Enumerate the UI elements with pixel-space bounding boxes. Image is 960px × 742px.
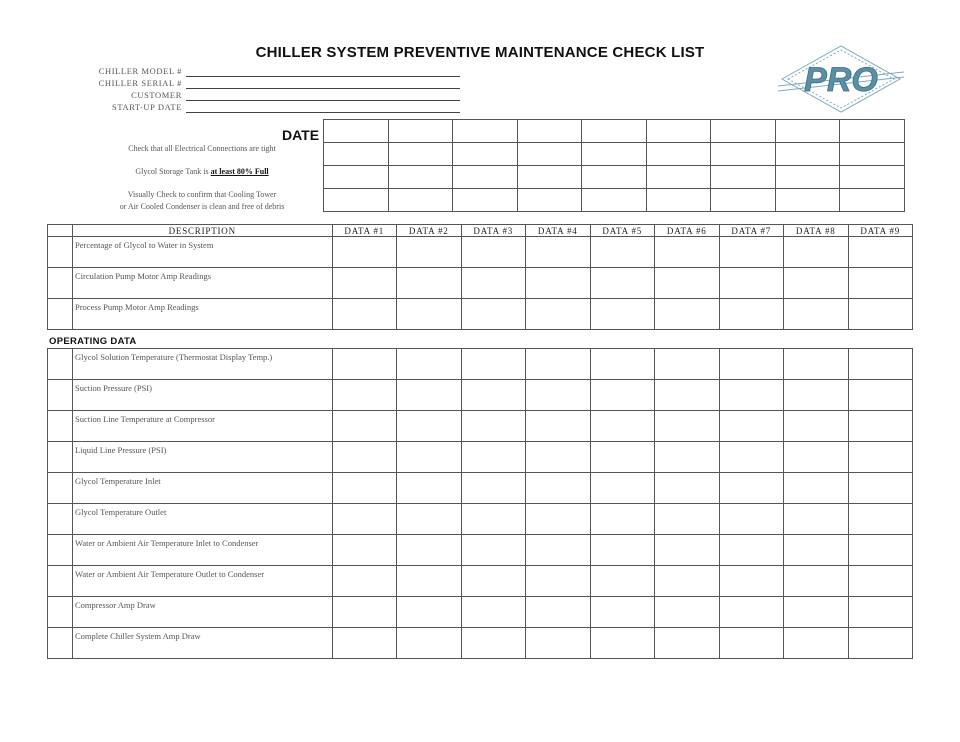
data-entry-cell[interactable] xyxy=(784,380,849,411)
table-row xyxy=(48,597,913,628)
check-cell[interactable] xyxy=(711,166,776,189)
data-entry-cell[interactable] xyxy=(332,566,397,597)
check-row xyxy=(324,143,905,166)
data-entry-cell[interactable] xyxy=(719,597,784,628)
data-entry-cell[interactable] xyxy=(397,411,462,442)
data-entry-cell[interactable] xyxy=(784,504,849,535)
header-field[interactable] xyxy=(60,78,460,90)
data-entry-cell[interactable] xyxy=(784,349,849,380)
data-entry-cell[interactable] xyxy=(719,442,784,473)
check-description-line: Visually Check to confirm that Cooling Tower xyxy=(127,190,277,199)
data-entry-cell[interactable] xyxy=(848,473,913,504)
table-row xyxy=(48,442,913,473)
gutter-cell xyxy=(48,566,73,597)
check-cell[interactable] xyxy=(775,166,840,189)
data-entry-cell[interactable] xyxy=(784,411,849,442)
gutter-cell xyxy=(48,411,73,442)
data-entry-cell[interactable] xyxy=(655,442,720,473)
date-cell[interactable] xyxy=(453,120,518,143)
check-cell[interactable] xyxy=(388,189,453,212)
table-row xyxy=(48,504,913,535)
data-entry-cell[interactable] xyxy=(655,349,720,380)
gutter-cell xyxy=(48,628,73,659)
date-label: DATE xyxy=(282,127,320,143)
data-entry-cell[interactable] xyxy=(461,349,526,380)
check-cell[interactable] xyxy=(840,189,905,212)
date-cell[interactable] xyxy=(517,120,582,143)
row-description: Compressor Amp Draw xyxy=(73,597,333,628)
data-entry-cell[interactable] xyxy=(655,380,720,411)
row-description: Glycol Temperature Inlet xyxy=(73,473,333,504)
header-field-label: START-UP DATE xyxy=(112,102,182,112)
operating-data-title: OPERATING DATA xyxy=(49,336,137,347)
data-column-header: DATA #1 xyxy=(332,225,397,237)
data-entry-cell[interactable] xyxy=(397,535,462,566)
data-entry-cell[interactable] xyxy=(590,380,655,411)
table-row xyxy=(48,535,913,566)
data-entry-cell[interactable] xyxy=(332,349,397,380)
data-entry-cell[interactable] xyxy=(655,299,720,330)
data-entry-cell[interactable] xyxy=(655,411,720,442)
data-entry-cell[interactable] xyxy=(784,473,849,504)
check-cell[interactable] xyxy=(646,166,711,189)
row-description: Circulation Pump Motor Amp Readings xyxy=(73,268,333,299)
data-entry-cell[interactable] xyxy=(719,473,784,504)
gutter-cell xyxy=(48,597,73,628)
data-entry-cell[interactable] xyxy=(526,349,591,380)
data-entry-cell[interactable] xyxy=(461,380,526,411)
data-column-header: DATA #8 xyxy=(784,225,849,237)
gutter-cell xyxy=(48,473,73,504)
gutter-cell xyxy=(48,349,73,380)
check-description-line: or Air Cooled Condenser is clean and free of debris xyxy=(119,202,285,211)
check-description xyxy=(84,166,320,178)
table-row xyxy=(48,566,913,597)
data-entry-cell[interactable] xyxy=(719,535,784,566)
data-entry-cell[interactable] xyxy=(526,299,591,330)
data-entry-cell[interactable] xyxy=(461,299,526,330)
data-entry-cell[interactable] xyxy=(784,299,849,330)
data-entry-cell[interactable] xyxy=(332,380,397,411)
data-entry-cell[interactable] xyxy=(784,566,849,597)
gutter-cell xyxy=(48,504,73,535)
svg-text:PRO: PRO xyxy=(804,61,878,99)
row-description: Process Pump Motor Amp Readings xyxy=(73,299,333,330)
check-cell[interactable] xyxy=(711,143,776,166)
data-entry-cell[interactable] xyxy=(848,237,913,268)
data-entry-cell[interactable] xyxy=(590,442,655,473)
data-entry-cell[interactable] xyxy=(590,349,655,380)
data-entry-cell[interactable] xyxy=(526,535,591,566)
data-column-header: DATA #3 xyxy=(461,225,526,237)
data-entry-cell[interactable] xyxy=(526,473,591,504)
data-entry-cell[interactable] xyxy=(719,566,784,597)
check-cell[interactable] xyxy=(646,143,711,166)
date-cell[interactable] xyxy=(775,120,840,143)
check-description-line: Glycol Storage Tank is at least 80% Full xyxy=(135,167,269,176)
data-entry-cell[interactable] xyxy=(397,299,462,330)
header-field-label: CUSTOMER xyxy=(131,90,182,100)
data-entry-cell[interactable] xyxy=(590,237,655,268)
header-field[interactable] xyxy=(60,90,460,102)
table-row xyxy=(48,299,913,330)
data-entry-cell[interactable] xyxy=(590,597,655,628)
table-row xyxy=(48,411,913,442)
pro-logo xyxy=(774,42,908,116)
data-entry-cell[interactable] xyxy=(332,237,397,268)
data-entry-cell[interactable] xyxy=(848,380,913,411)
header-field[interactable] xyxy=(60,66,460,78)
data-entry-cell[interactable] xyxy=(848,535,913,566)
data-entry-cell[interactable] xyxy=(526,504,591,535)
data-entry-cell[interactable] xyxy=(719,504,784,535)
data-entry-cell[interactable] xyxy=(461,566,526,597)
check-cell[interactable] xyxy=(582,166,647,189)
data-entry-cell[interactable] xyxy=(526,442,591,473)
data-entry-cell[interactable] xyxy=(848,504,913,535)
data-entry-cell[interactable] xyxy=(397,237,462,268)
row-description: Percentage of Glycol to Water in System xyxy=(73,237,333,268)
data-entry-cell[interactable] xyxy=(332,535,397,566)
operating-data-table xyxy=(47,348,913,659)
table-row xyxy=(48,380,913,411)
data-entry-cell[interactable] xyxy=(461,268,526,299)
row-description: Suction Pressure (PSI) xyxy=(73,380,333,411)
date-cell[interactable] xyxy=(324,120,389,143)
data-entry-cell[interactable] xyxy=(526,380,591,411)
gutter-cell xyxy=(48,268,73,299)
table-row xyxy=(48,237,913,268)
data-entry-cell[interactable] xyxy=(461,237,526,268)
data-column-header: DATA #4 xyxy=(526,225,591,237)
check-cell[interactable] xyxy=(646,189,711,212)
check-cell[interactable] xyxy=(711,189,776,212)
data-entry-cell[interactable] xyxy=(526,566,591,597)
data-entry-cell[interactable] xyxy=(590,566,655,597)
data-entry-cell[interactable] xyxy=(332,504,397,535)
description-header: DESCRIPTION xyxy=(73,225,333,237)
header-field-line[interactable] xyxy=(186,76,460,77)
check-cell[interactable] xyxy=(453,189,518,212)
data-entry-cell[interactable] xyxy=(332,473,397,504)
date-cell[interactable] xyxy=(582,120,647,143)
data-entry-cell[interactable] xyxy=(719,237,784,268)
data-entry-cell[interactable] xyxy=(461,442,526,473)
check-description xyxy=(84,189,320,213)
data-entry-cell[interactable] xyxy=(332,597,397,628)
check-cell[interactable] xyxy=(453,166,518,189)
data-entry-cell[interactable] xyxy=(461,411,526,442)
header-field-label: CHILLER MODEL # xyxy=(98,66,182,76)
check-cell[interactable] xyxy=(388,166,453,189)
data-entry-cell[interactable] xyxy=(461,504,526,535)
data-entry-cell[interactable] xyxy=(461,628,526,659)
data-entry-cell[interactable] xyxy=(784,535,849,566)
data-entry-cell[interactable] xyxy=(397,597,462,628)
data-entry-cell[interactable] xyxy=(526,628,591,659)
data-entry-cell[interactable] xyxy=(461,597,526,628)
data-entry-cell[interactable] xyxy=(332,411,397,442)
date-row xyxy=(324,120,905,143)
table-row xyxy=(48,349,913,380)
check-row xyxy=(324,166,905,189)
row-description: Complete Chiller System Amp Draw xyxy=(73,628,333,659)
check-cell[interactable] xyxy=(388,143,453,166)
check-cell[interactable] xyxy=(324,189,389,212)
data-column-header: DATA #5 xyxy=(590,225,655,237)
row-description: Suction Line Temperature at Compressor xyxy=(73,411,333,442)
data-entry-cell[interactable] xyxy=(719,380,784,411)
data-entry-cell[interactable] xyxy=(655,535,720,566)
data-entry-cell[interactable] xyxy=(397,268,462,299)
date-cell[interactable] xyxy=(646,120,711,143)
data-entry-cell[interactable] xyxy=(655,237,720,268)
data-entry-cell[interactable] xyxy=(655,504,720,535)
check-cell[interactable] xyxy=(517,166,582,189)
gutter-cell xyxy=(48,535,73,566)
data-entry-cell[interactable] xyxy=(848,411,913,442)
check-cell[interactable] xyxy=(453,143,518,166)
data-entry-cell[interactable] xyxy=(784,628,849,659)
header-field-line[interactable] xyxy=(186,88,460,89)
check-cell[interactable] xyxy=(582,143,647,166)
emphasis-text: at least 80% Full xyxy=(210,167,269,176)
data-entry-cell[interactable] xyxy=(848,597,913,628)
data-entry-cell[interactable] xyxy=(655,628,720,659)
row-description: Water or Ambient Air Temperature Inlet to Condenser xyxy=(73,535,333,566)
data-entry-cell[interactable] xyxy=(461,535,526,566)
check-cell[interactable] xyxy=(517,189,582,212)
data-entry-cell[interactable] xyxy=(655,566,720,597)
data-entry-cell[interactable] xyxy=(397,628,462,659)
data-entry-cell[interactable] xyxy=(719,411,784,442)
data-entry-cell[interactable] xyxy=(848,268,913,299)
check-cell[interactable] xyxy=(324,166,389,189)
data-column-header: DATA #2 xyxy=(397,225,462,237)
header-field-line[interactable] xyxy=(186,100,460,101)
data-entry-cell[interactable] xyxy=(397,473,462,504)
data-entry-cell[interactable] xyxy=(848,442,913,473)
row-description: Glycol Temperature Outlet xyxy=(73,504,333,535)
data-entry-cell[interactable] xyxy=(590,411,655,442)
data-entry-cell[interactable] xyxy=(590,268,655,299)
data-entry-cell[interactable] xyxy=(655,473,720,504)
data-entry-cell[interactable] xyxy=(784,268,849,299)
data-entry-cell[interactable] xyxy=(590,504,655,535)
check-cell[interactable] xyxy=(582,189,647,212)
page-title: CHILLER SYSTEM PREVENTIVE MAINTENANCE CHECK LIST xyxy=(255,44,705,61)
date-cell[interactable] xyxy=(711,120,776,143)
row-description: Liquid Line Pressure (PSI) xyxy=(73,442,333,473)
gutter-cell xyxy=(48,225,73,237)
data-entry-cell[interactable] xyxy=(784,442,849,473)
gutter-cell xyxy=(48,299,73,330)
check-description-line: Check that all Electrical Connections are tight xyxy=(128,144,276,153)
table-row xyxy=(48,268,913,299)
description-table xyxy=(47,224,913,330)
data-entry-cell[interactable] xyxy=(526,597,591,628)
table-row xyxy=(48,473,913,504)
data-entry-cell[interactable] xyxy=(848,299,913,330)
data-entry-cell[interactable] xyxy=(397,380,462,411)
data-entry-cell[interactable] xyxy=(332,299,397,330)
date-cell[interactable] xyxy=(388,120,453,143)
check-cell[interactable] xyxy=(840,166,905,189)
data-entry-cell[interactable] xyxy=(397,442,462,473)
data-entry-cell[interactable] xyxy=(590,535,655,566)
data-entry-cell[interactable] xyxy=(526,411,591,442)
data-column-header: DATA #7 xyxy=(719,225,784,237)
check-cell[interactable] xyxy=(324,143,389,166)
data-column-header: DATA #9 xyxy=(848,225,913,237)
table-row xyxy=(48,628,913,659)
check-grid xyxy=(323,119,905,212)
data-entry-cell[interactable] xyxy=(719,628,784,659)
check-description xyxy=(84,143,320,155)
data-entry-cell[interactable] xyxy=(784,597,849,628)
data-entry-cell[interactable] xyxy=(590,628,655,659)
gutter-cell xyxy=(48,442,73,473)
check-cell[interactable] xyxy=(517,143,582,166)
data-entry-cell[interactable] xyxy=(719,349,784,380)
data-entry-cell[interactable] xyxy=(655,597,720,628)
check-cell[interactable] xyxy=(775,189,840,212)
data-entry-cell[interactable] xyxy=(784,237,849,268)
data-entry-cell[interactable] xyxy=(332,268,397,299)
data-entry-cell[interactable] xyxy=(461,473,526,504)
data-entry-cell[interactable] xyxy=(397,349,462,380)
data-entry-cell[interactable] xyxy=(848,349,913,380)
data-entry-cell[interactable] xyxy=(526,237,591,268)
data-entry-cell[interactable] xyxy=(848,566,913,597)
data-entry-cell[interactable] xyxy=(526,268,591,299)
data-entry-cell[interactable] xyxy=(397,566,462,597)
data-entry-cell[interactable] xyxy=(719,268,784,299)
row-description: Glycol Solution Temperature (Thermostat Display Temp.) xyxy=(73,349,333,380)
header-field-line[interactable] xyxy=(186,112,460,113)
data-entry-cell[interactable] xyxy=(397,504,462,535)
date-cell[interactable] xyxy=(840,120,905,143)
data-entry-cell[interactable] xyxy=(590,299,655,330)
data-entry-cell[interactable] xyxy=(332,628,397,659)
data-entry-cell[interactable] xyxy=(848,628,913,659)
data-entry-cell[interactable] xyxy=(590,473,655,504)
data-entry-cell[interactable] xyxy=(332,442,397,473)
row-description: Water or Ambient Air Temperature Outlet to Condenser xyxy=(73,566,333,597)
gutter-cell xyxy=(48,380,73,411)
data-column-header: DATA #6 xyxy=(655,225,720,237)
check-cell[interactable] xyxy=(840,143,905,166)
data-entry-cell[interactable] xyxy=(655,268,720,299)
gutter-cell xyxy=(48,237,73,268)
check-row xyxy=(324,189,905,212)
header-field-label: CHILLER SERIAL # xyxy=(98,78,182,88)
check-cell[interactable] xyxy=(775,143,840,166)
data-entry-cell[interactable] xyxy=(719,299,784,330)
header-field[interactable] xyxy=(60,102,460,114)
